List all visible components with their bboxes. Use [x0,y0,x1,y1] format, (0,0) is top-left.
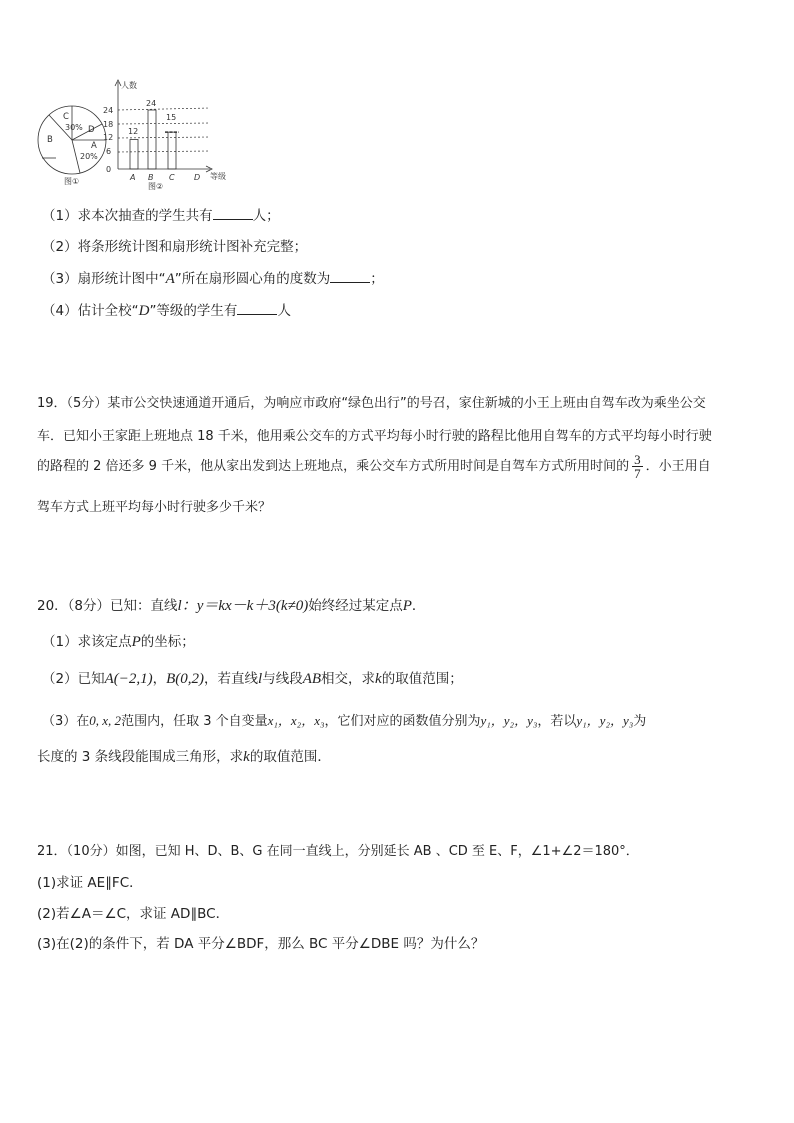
q18-part1: （1）求本次抽查的学生共有 人； [42,208,280,224]
bar-chart [103,80,226,190]
bar-label-a: 12 [128,127,139,136]
answer-blank[interactable] [330,270,370,283]
pie-percent-c: 30% [65,123,83,132]
answer-blank[interactable] [213,207,253,220]
grid-6 [118,151,210,152]
x-tick-b: B [148,173,154,182]
q21-part3: (3)在(2)的条件下，若 DA 平分∠BDF，那么 BC 平分∠DBE 吗？为什么？ [37,936,485,952]
q18-part2: （2）将条形统计图和扇形统计图补充完整； [42,239,308,255]
grid-12 [118,137,210,138]
grid-24 [118,108,210,110]
q20-head: 20．（8分）已知：直线l：y＝kx－k＋3(k≠0)始终经过某定点P． [37,598,426,614]
q18-part3: （3）扇形统计图中“A”所在扇形圆心角的度数为 ； [42,271,384,287]
figure-charts [30,78,270,190]
q21-head: 21．（10分）如图，已知 H、D、B、G 在同一直线上，分别延长 AB 、CD 至 E、F，∠1+∠2＝180°． [37,844,639,859]
grid-18 [118,123,210,124]
x-tick-a: A [130,173,136,182]
answer-blank[interactable] [237,302,277,315]
y-tick-0: 0 [106,165,112,174]
q20-part3-line2: 长度的 3 条线段能围成三角形，求k的取值范围． [37,749,331,765]
bar-label-c: 15 [166,113,177,122]
pie-label-d: D [88,125,95,135]
bar-y-axis-label: 人数 [121,81,137,90]
pie-chart [38,106,106,186]
y-tick-6: 6 [106,147,112,156]
y-tick-18: 18 [103,120,114,129]
q21-part2: (2)若∠A＝∠C，求证 AD∥BC． [37,906,230,922]
q20-part1: （1）求该定点P的坐标； [42,634,195,650]
bar-b [148,110,156,169]
fraction: $\frac{3}{7}$ [634,452,641,481]
q18-part4: （4）估计全校“D”等级的学生有 人 [42,303,291,319]
y-tick-12: 12 [103,133,114,142]
y-tick-24: 24 [103,106,114,115]
pie-percent-a: 20% [80,152,98,161]
bar-caption: 图② [148,182,164,190]
pie-divider-lower [72,140,80,173]
pie-label-a: A [91,141,97,151]
q19-line1: 19．（5分）某市公交快速通道开通后，为响应市政府“绿色出行”的号召，家住新城的小王上班由自驾车改为乘坐公交 [37,396,706,411]
bar-x-axis-label: 等级 [210,172,226,181]
x-tick-c: C [169,173,175,182]
q21-part1: (1)求证 AE∥FC． [37,875,143,891]
bar-label-b: 24 [146,99,157,108]
q19-line4: 驾车方式上班平均每小时行驶多少千米？ [37,500,272,515]
q19-line2: 车．已知小王家距上班地点 18 千米，他用乘公交车的方式平均每小时行驶的路程比他用自驾车的方式平均每小时行驶 [37,429,712,444]
pie-caption: 图① [64,177,80,186]
pie-label-c: C [63,112,69,122]
q20-part3: （3）在0, x, 2范围内，任取 3 个自变量x₁，x₂，x₃，它们对应的函数值分别为y₁，y₂，y₃，若以y₁，y₂，y₃为 [42,713,647,729]
bar-a [130,140,138,170]
pie-label-b: B [47,135,53,145]
x-tick-d: D [194,173,201,182]
q20-part2: （2）已知A(−2,1)，B(0,2)，若直线l与线段AB相交，求k的取值范围； [42,671,463,687]
q19-line3: 的路程的 2 倍还多 9 千米，他从家出发到达上班地点，乘公交车方式所用时间是自驾车方式所用时间的 $\frac{3}{7}$ ．小王用自 [37,452,711,481]
